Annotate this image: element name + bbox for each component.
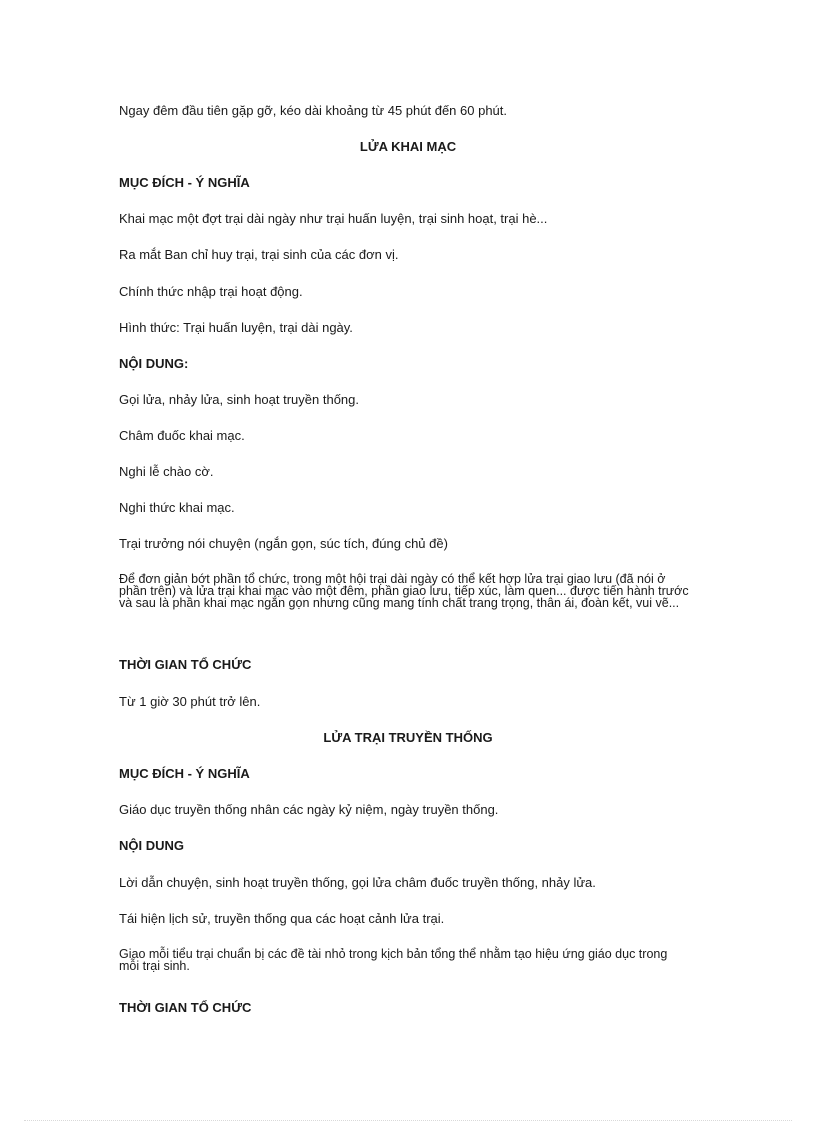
subheading-thoi-gian: THỜI GIAN TỔ CHỨC (119, 1000, 252, 1015)
subheading-muc-dich: MỤC ĐÍCH - Ý NGHĨA (119, 766, 250, 781)
paragraph: Gọi lửa, nhảy lửa, sinh hoạt truyền thống. (119, 392, 359, 407)
paragraph: Ra mắt Ban chỉ huy trại, trại sinh của các đơn vị. (119, 247, 399, 262)
paragraph: Khai mạc một đợt trại dài ngày như trại huấn luyện, trại sinh hoạt, trại hè... (119, 211, 548, 226)
page-bottom-divider (24, 1120, 792, 1121)
paragraph: Tái hiện lịch sử, truyền thống qua các hoạt cảnh lửa trại. (119, 911, 445, 926)
paragraph: Nghi thức khai mạc. (119, 500, 235, 515)
paragraph-intro: Ngay đêm đầu tiên gặp gỡ, kéo dài khoảng từ 45 phút đến 60 phút. (119, 103, 508, 118)
paragraph: Trại trưởng nói chuyện (ngắn gọn, súc tích, đúng chủ đề) (119, 536, 448, 551)
paragraph: Nghi lễ chào cờ. (119, 464, 214, 479)
paragraph-long: Để đơn giản bớt phần tổ chức, trong một hội trại dài ngày có thể kết hợp lửa trại giao lưu (đã nói ở phần trên) và lửa trại khai mạc vào một đêm, phần giao lưu, tiếp xúc, làm quen... được tiến hành trước và sau là phần khai mạc ngắn gọn nhưng cũng mang tính chất trang trọng, thân ái, đoàn kết, vui vẽ... (119, 572, 689, 610)
section-title-lua-khai-mac: LỬA KHAI MẠC (359, 139, 457, 154)
subheading-thoi-gian: THỜI GIAN TỔ CHỨC (119, 657, 252, 672)
paragraph: Hình thức: Trại huấn luyện, trại dài ngày. (119, 320, 353, 335)
paragraph: Lời dẫn chuyện, sinh hoạt truyền thống, gọi lửa châm đuốc truyền thống, nhảy lửa. (119, 875, 596, 890)
paragraph: Chính thức nhập trại hoạt động. (119, 284, 303, 299)
paragraph: Châm đuốc khai mạc. (119, 428, 245, 443)
section-title-lua-trai-truyen-thong: LỬA TRẠI TRUYỀN THỐNG (323, 730, 493, 745)
subheading-muc-dich: MỤC ĐÍCH - Ý NGHĨA (119, 175, 250, 190)
paragraph: Từ 1 giờ 30 phút trở lên. (119, 694, 261, 709)
paragraph-long: Giao mỗi tiểu trại chuẩn bị các đề tài nhỏ trong kịch bản tổng thể nhằm tạo hiệu ứng giáo dục trong mỗi trại sinh. (119, 947, 668, 973)
subheading-noi-dung: NỘI DUNG: (119, 356, 189, 371)
subheading-noi-dung: NỘI DUNG (119, 838, 184, 853)
paragraph: Giáo dục truyền thống nhân các ngày kỷ niệm, ngày truyền thống. (119, 802, 499, 817)
